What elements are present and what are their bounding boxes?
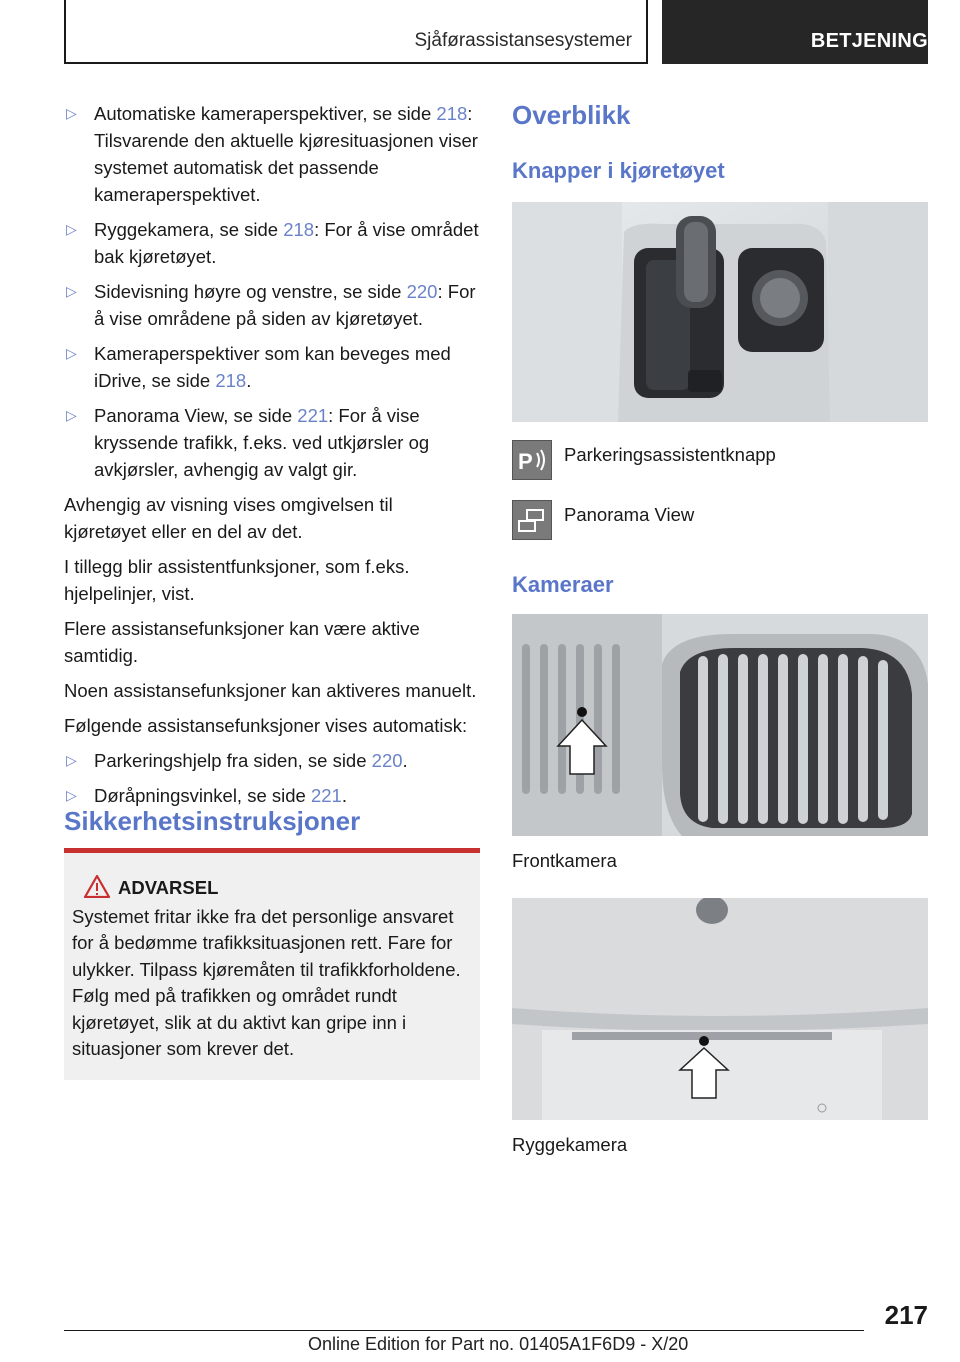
list-item: ▷ Døråpningsvinkel, se side 221.: [64, 782, 480, 809]
triangle-bullet-icon: ▷: [66, 105, 77, 121]
panorama-view-icon: [512, 500, 552, 540]
warning-box: [64, 848, 480, 1080]
parking-assistant-label: Parkeringsassistentknapp: [564, 444, 776, 465]
list-item: ▷ Automatiske kameraperspektiver, se side 218: Tilsvarende den aktuelle kjøresituasjonen viser systemet automatisk det passende kameraperspektivet.: [64, 100, 480, 208]
buttons-heading: Knapper i kjøretøyet: [512, 158, 725, 183]
body-paragraph: Noen assistansefunksjoner kan aktiveres manuelt.: [64, 680, 477, 701]
triangle-bullet-icon: ▷: [66, 345, 77, 361]
triangle-bullet-icon: ▷: [66, 283, 77, 299]
triangle-bullet-icon: ▷: [66, 407, 77, 423]
body-paragraph: Avhengig av visning vises omgivelsen til kjøretøyet eller en del av det.: [64, 494, 393, 542]
body-paragraph: Følgende assistansefunksjoner vises automatisk:: [64, 715, 468, 736]
triangle-bullet-icon: ▷: [66, 752, 77, 768]
cameras-heading: Kameraer: [512, 572, 614, 597]
page-link[interactable]: 218: [283, 219, 315, 240]
parking-assistant-button-row: [512, 440, 928, 482]
page-link[interactable]: 218: [436, 103, 468, 124]
page-link[interactable]: 221: [297, 405, 329, 426]
rear-camera-caption: Ryggekamera: [512, 1134, 628, 1155]
chapter-title: BETJENING: [810, 30, 928, 52]
safety-heading: Sikkerhetsinstruksjoner: [64, 806, 361, 836]
page-link[interactable]: 220: [371, 750, 403, 771]
overview-heading: Overblikk: [512, 100, 631, 130]
warning-text: Systemet fritar ikke fra det personlige ansvaret for å bedømme trafikksituasjonen rett. Fare for ulykker. Tilpass kjøremåten til trafikkforholdene. Følg med på trafikken og området rundt kjøretøyet, slik at du aktivt kan gripe inn i situasjoner som krever det.: [72, 905, 461, 1059]
panorama-view-label: Panorama View: [564, 504, 695, 525]
center-console-photo: [512, 202, 928, 422]
parking-assistant-icon: [512, 440, 552, 480]
svg-text:P: P: [518, 449, 533, 474]
body-paragraph: I tillegg blir assistentfunksjoner, som f.eks. hjelpelinjer, vist.: [64, 556, 410, 604]
front-camera-caption: Frontkamera: [512, 850, 617, 871]
list-item: ▷ Panorama View, se side 221: For å vise kryssende trafikk, f.eks. ved utkjørsler og avkjørsler, avhengig av valgt gir.: [64, 402, 480, 483]
section-title: Sjåførassistansesystemer: [414, 30, 632, 51]
triangle-bullet-icon: ▷: [66, 787, 77, 803]
body-paragraph: Flere assistansefunksjoner kan være aktive samtidig.: [64, 618, 420, 666]
chapter-tab: [662, 0, 928, 64]
rear-camera-photo: [512, 898, 928, 1120]
triangle-bullet-icon: ▷: [66, 221, 77, 237]
footer-divider: [64, 1330, 864, 1331]
left-column: [64, 100, 480, 817]
front-camera-photo: [512, 614, 928, 836]
section-tab: [64, 0, 648, 64]
list-item: ▷ Parkeringshjelp fra siden, se side 220.: [64, 747, 480, 774]
list-item: ▷ Kameraperspektiver som kan beveges med iDrive, se side 218.: [64, 340, 480, 394]
warning-title: ADVARSEL: [72, 875, 472, 902]
list-item: ▷ Ryggekamera, se side 218: For å vise området bak kjøretøyet.: [64, 216, 480, 270]
page-link[interactable]: 220: [406, 281, 438, 302]
page-link[interactable]: 221: [310, 785, 342, 806]
page-link[interactable]: 218: [215, 370, 247, 391]
panorama-view-button-row: [512, 500, 928, 542]
warning-triangle-icon: [84, 875, 110, 898]
page-header: [64, 0, 928, 64]
footer-edition: Online Edition for Part no. 01405A1F6D9 - X/20: [308, 1334, 689, 1354]
page-number: 217: [884, 1300, 928, 1330]
list-item: ▷ Sidevisning høyre og venstre, se side 220: For å vise områdene på siden av kjøretøyet.: [64, 278, 480, 332]
